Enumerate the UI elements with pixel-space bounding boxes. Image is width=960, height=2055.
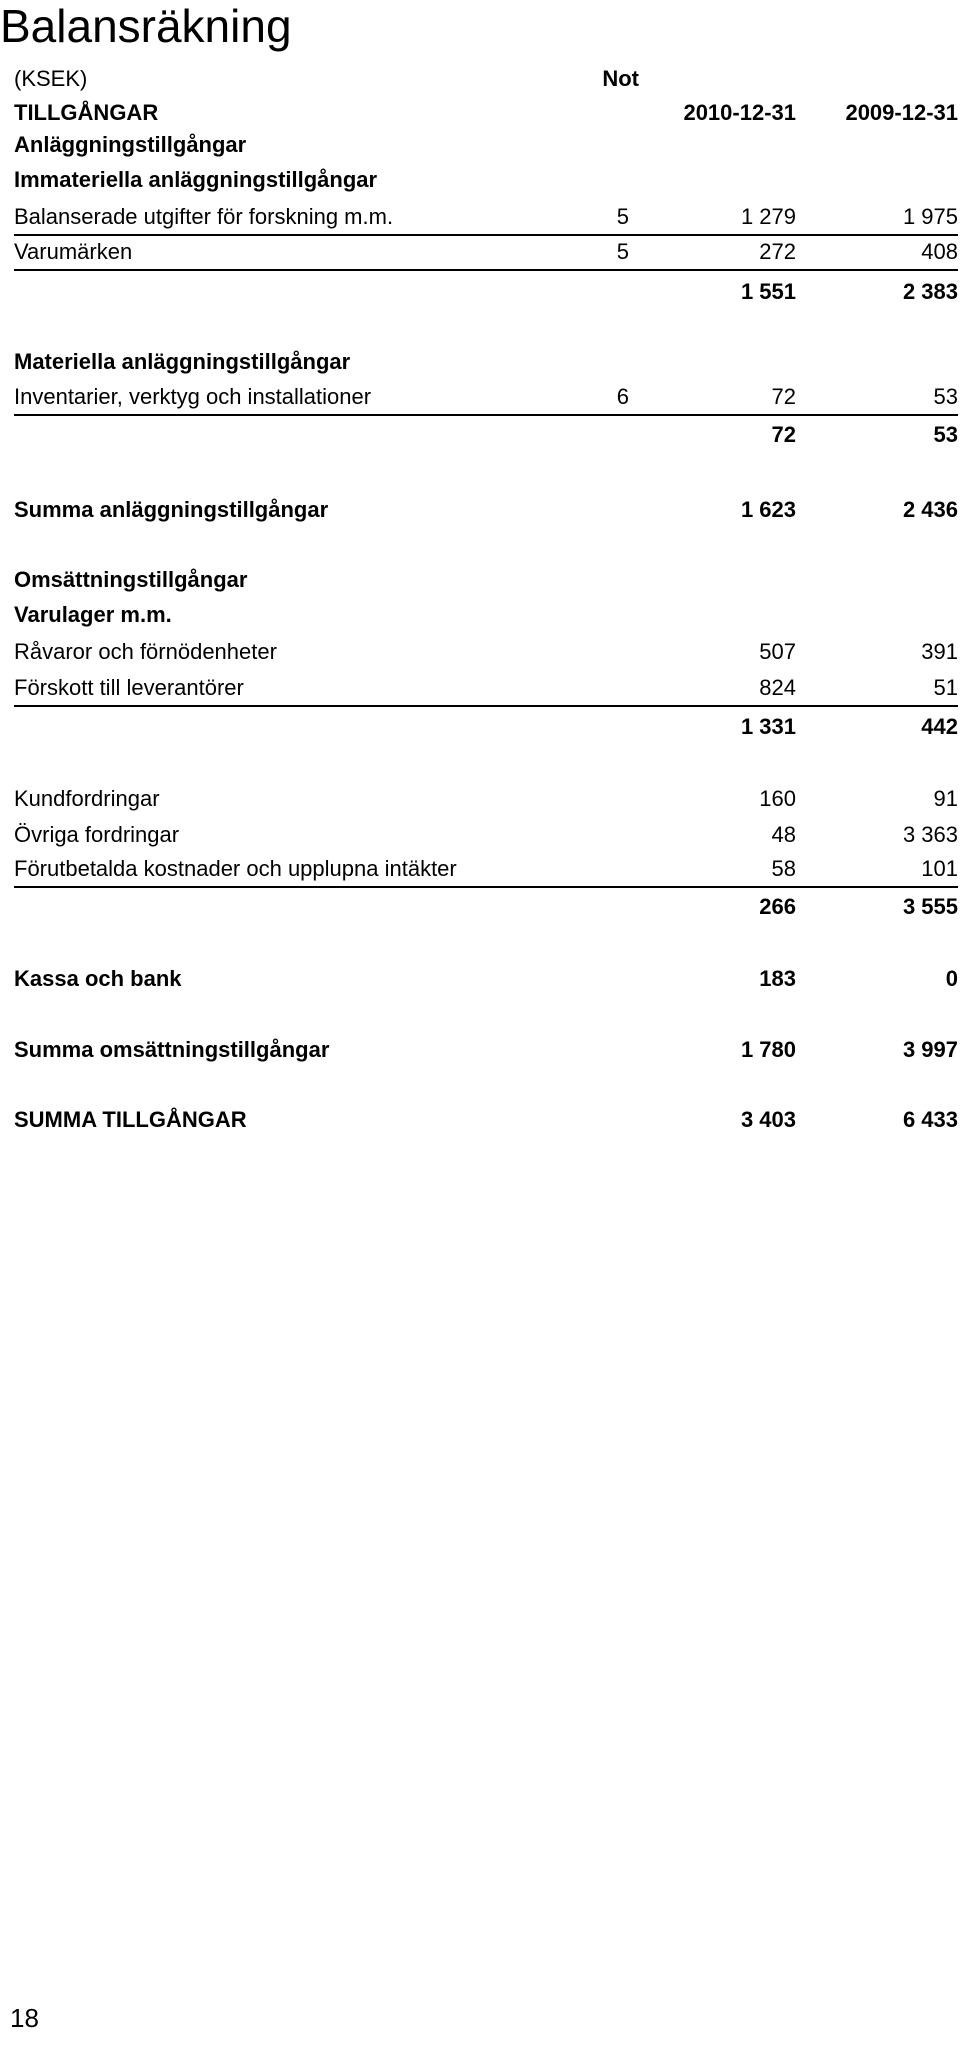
- row-value-2009: 391: [921, 639, 958, 664]
- row-value-2010: 48: [771, 822, 796, 847]
- row-label: Förskott till leverantörer: [14, 675, 244, 700]
- row-label: Summa omsättningstillgångar: [14, 1037, 330, 1062]
- row-value-2010: 72: [771, 384, 796, 409]
- row-label: Råvaror och förnödenheter: [14, 639, 277, 664]
- header-row-unit: [14, 62, 958, 96]
- row-value-2009: 3 555: [902, 894, 958, 919]
- row-value-2010: 3 403: [740, 1107, 796, 1132]
- row-value-2009: 6 433: [902, 1107, 958, 1132]
- section-title: TILLGÅNGAR: [14, 100, 159, 125]
- row-label: SUMMA TILLGÅNGAR: [14, 1107, 247, 1132]
- row-note: 5: [616, 239, 629, 264]
- row-value-2010: 1 780: [740, 1037, 796, 1062]
- table-row-total: [14, 1033, 958, 1067]
- row-label: Varumärken: [14, 239, 133, 264]
- column-header-2010: 2010-12-31: [683, 100, 796, 125]
- row-value-2010: 72: [771, 422, 796, 447]
- row-label: Immateriella anläggningstillgångar: [14, 167, 378, 192]
- row-value-2010: 272: [759, 239, 796, 264]
- row-value-2010: 266: [759, 894, 796, 919]
- row-value-2010: 507: [759, 639, 796, 664]
- page-title: Balansräkning: [0, 0, 292, 52]
- table-row: [14, 852, 958, 888]
- row-label: Inventarier, verktyg och installationer: [14, 384, 372, 409]
- table-row-total: [14, 493, 958, 527]
- row-value-2009: 91: [933, 786, 958, 811]
- row-value-2009: 2 436: [902, 497, 958, 522]
- row-value-2009: 0: [945, 966, 958, 991]
- table-row: [14, 163, 958, 197]
- table-row: [14, 563, 958, 597]
- table-row: [14, 128, 958, 162]
- row-value-2009: 442: [921, 714, 958, 739]
- row-value-2009: 2 383: [902, 279, 958, 304]
- row-value-2010: 160: [759, 786, 796, 811]
- table-row: [14, 671, 958, 707]
- row-label: Övriga fordringar: [14, 822, 180, 847]
- row-value-2009: 53: [933, 422, 958, 447]
- note-column-header: Not: [602, 66, 639, 91]
- row-value-2009: 1 975: [902, 204, 958, 229]
- row-value-2010: 824: [759, 675, 796, 700]
- row-value-2009: 3 363: [902, 822, 958, 847]
- row-value-2009: 408: [921, 239, 958, 264]
- row-label: Omsättningstillgångar: [14, 567, 248, 592]
- table-row: [14, 962, 958, 996]
- row-value-2010: 183: [759, 966, 796, 991]
- table-row-subtotal: [14, 890, 958, 924]
- header-row-dates: [14, 96, 958, 130]
- table-row-subtotal: [14, 710, 958, 744]
- column-header-2009: 2009-12-31: [845, 100, 958, 125]
- row-value-2010: 1 279: [740, 204, 796, 229]
- table-row-grand-total: [14, 1103, 958, 1137]
- row-value-2009: 53: [933, 384, 958, 409]
- row-label: Kundfordringar: [14, 786, 160, 811]
- table-row: [14, 345, 958, 379]
- row-label: Anläggningstillgångar: [14, 132, 247, 157]
- row-value-2009: 51: [933, 675, 958, 700]
- table-row: [14, 635, 958, 669]
- row-value-2010: 1 551: [740, 279, 796, 304]
- row-label: Förutbetalda kostnader och upplupna intäkter: [14, 856, 457, 881]
- table-row-subtotal: [14, 418, 958, 452]
- table-row: [14, 200, 958, 236]
- row-value-2010: 1 331: [740, 714, 796, 739]
- page-number: 18: [10, 2003, 39, 2033]
- table-row: [14, 235, 958, 271]
- row-label: Varulager m.m.: [14, 602, 172, 627]
- table-row: [14, 380, 958, 416]
- table-row: [14, 598, 958, 632]
- row-label: Kassa och bank: [14, 966, 182, 991]
- row-value-2010: 58: [771, 856, 796, 881]
- row-value-2010: 1 623: [740, 497, 796, 522]
- row-label: Balanserade utgifter för forskning m.m.: [14, 204, 394, 229]
- table-row-subtotal: [14, 275, 958, 309]
- row-label: Summa anläggningstillgångar: [14, 497, 329, 522]
- row-value-2009: 101: [921, 856, 958, 881]
- table-row: [14, 782, 958, 816]
- row-note: 6: [616, 384, 629, 409]
- unit-label: (KSEK): [14, 66, 88, 91]
- row-value-2009: 3 997: [902, 1037, 958, 1062]
- row-note: 5: [616, 204, 629, 229]
- row-label: Materiella anläggningstillgångar: [14, 349, 351, 374]
- table-row: [14, 818, 958, 852]
